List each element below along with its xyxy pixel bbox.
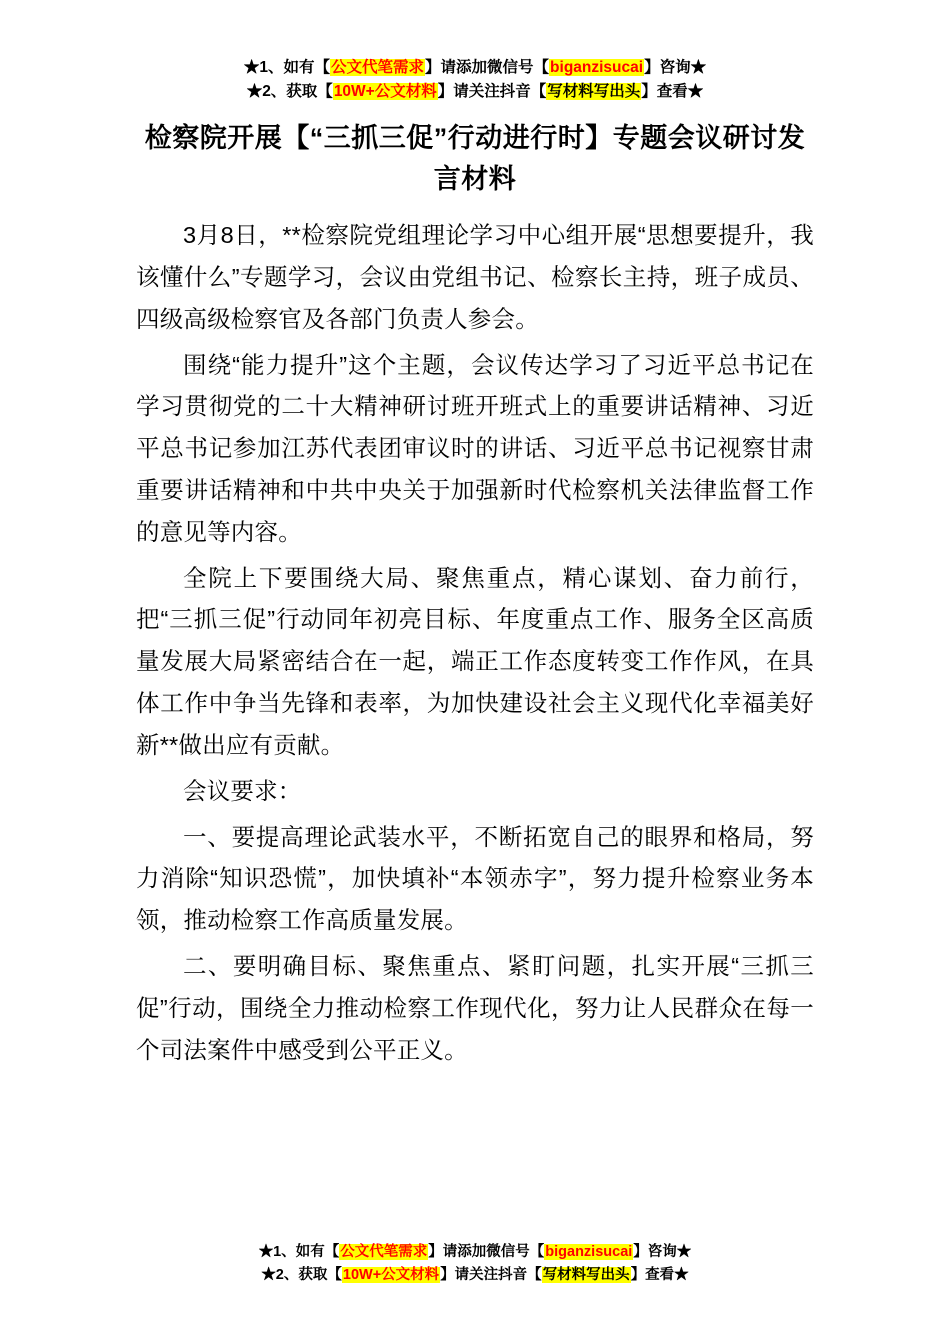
promo-segment: 】请添加微信号【	[425, 59, 550, 76]
promo-segment: ★2、获取【	[261, 1266, 342, 1283]
promo-segment: biganzisucai	[545, 1244, 633, 1261]
promo-bottom-line-2	[136, 1264, 814, 1286]
promo-banner-top	[136, 56, 814, 104]
promo-segment: 】咨询★	[633, 1244, 692, 1261]
promo-segment: biganzisucai	[550, 59, 644, 76]
promo-segment: 】请关注抖音【	[437, 83, 547, 101]
promo-segment: 】查看★	[641, 83, 704, 101]
paragraph: 围绕“能力提升”这个主题，会议传达学习了习近平总书记在学习贯彻党的二十大精神研讨班开班式上的重要讲话精神、习近平总书记参加江苏代表团审议时的讲话、习近平总书记视察甘肃重要讲话精神和中共中央关于加强新时代检察机关法律监督工作的意见等内容。	[136, 351, 814, 545]
paragraph: 会议要求：	[183, 777, 302, 804]
promo-segment: 10W+公文材料	[342, 1266, 440, 1283]
promo-segment: 写材料写出头	[542, 1266, 630, 1283]
promo-segment: 写材料写出头	[547, 83, 641, 101]
paragraph: 3月8日，**检察院党组理论学习中心组开展“思想要提升，我该懂什么”专题学习，会议由党组书记、检察长主持，班子成员、四级高级检察官及各部门负责人参会。	[136, 222, 814, 332]
promo-banner-bottom	[136, 1241, 814, 1286]
promo-segment: 】查看★	[630, 1266, 689, 1283]
promo-bottom-line-1	[136, 1241, 814, 1263]
promo-segment: 公文代笔需求	[340, 1244, 428, 1261]
promo-top-line-1	[136, 56, 814, 80]
promo-segment: 】请添加微信号【	[428, 1244, 545, 1261]
paragraph: 二、要明确目标、聚焦重点、紧盯问题，扎实开展“三抓三促”行动，围绕全力推动检察工作现代化，努力让人民群众在每一个司法案件中感受到公平正义。	[136, 953, 814, 1063]
page-title: 检察院开展【“三抓三促”行动进行时】专题会议研讨发言材料	[144, 123, 806, 194]
promo-segment: ★1、如有【	[243, 59, 331, 76]
document-body	[136, 215, 814, 1072]
paragraph: 一、要提高理论武装水平，不断拓宽自己的眼界和格局，努力消除“知识恐慌”，加快填补“本领赤字”，努力提升检察业务本领，推动检察工作高质量发展。	[136, 823, 814, 934]
promo-segment: 】请关注抖音【	[440, 1266, 542, 1283]
promo-segment: 】咨询★	[644, 59, 707, 76]
promo-segment: 公文代笔需求	[331, 59, 425, 76]
paragraph: 全院上下要围绕大局、聚焦重点，精心谋划、奋力前行，把“三抓三促”行动同年初亮目标、年度重点工作、服务全区高质量发展大局紧密结合在一起，端正工作态度转变工作作风，在具体工作中争当先锋和表率，为加快建设社会主义现代化幸福美好新**做出应有贡献。	[136, 564, 814, 758]
promo-segment: ★2、获取【	[246, 83, 333, 101]
promo-segment: 10W+公文材料	[333, 83, 437, 101]
promo-top-line-2	[136, 80, 814, 104]
promo-segment: ★1、如有【	[258, 1244, 340, 1261]
